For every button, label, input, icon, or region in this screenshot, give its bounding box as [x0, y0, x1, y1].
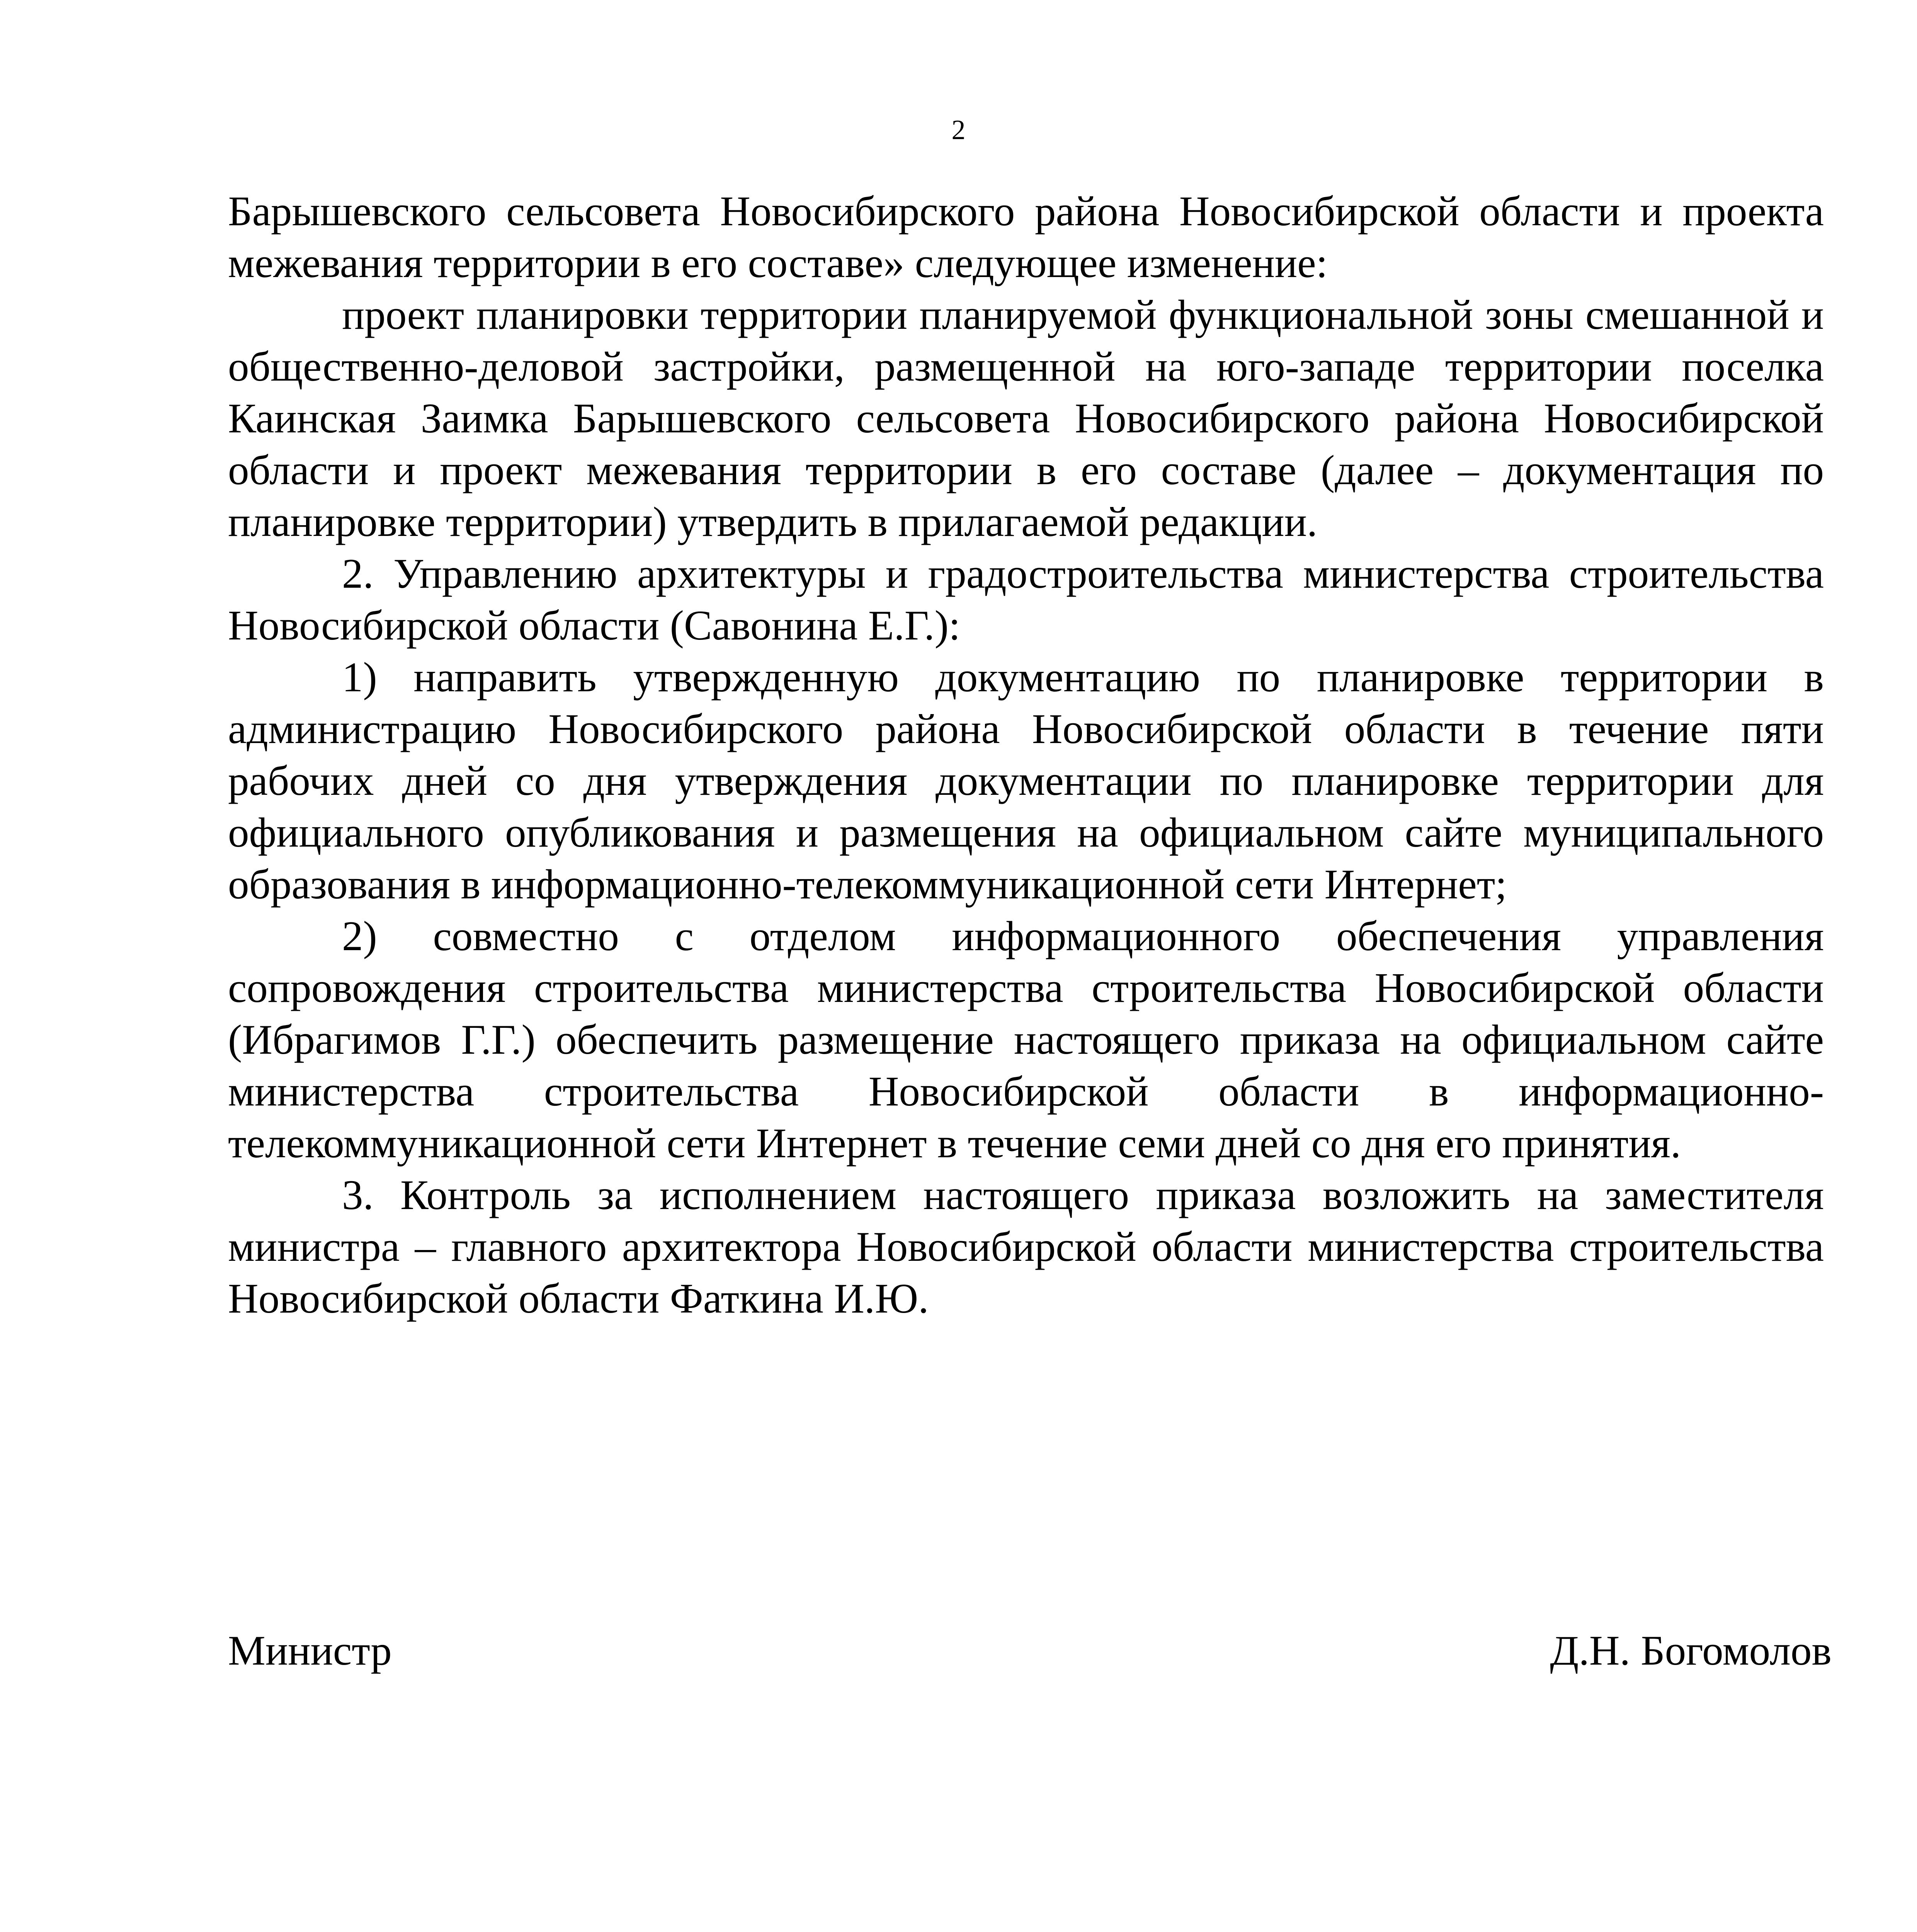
paragraph-project-statement: проект планировки территории планируемой функциональной зоны смешанной и общественно-деловой застройки, размещенной на юго-западе территории поселка Каинская Заимка Барышевского сельсовета Новосибирского района Новосибирской области и проект межевания территории в его составе (далее – документация по планировке территории) утвердить в прилагаемой редакции.: [228, 291, 1824, 545]
page-number: 2: [951, 114, 966, 145]
paragraph-subitem-1: 1) направить утвержденную документацию по планировке территории в администрацию Новосибирского района Новосибирской области в течение пяти рабочих дней со дня утверждения документации по планировке территории для официального опубликования и размещения на официальном сайте муниципального образования в информационно-телекоммуникационной сети Интернет;: [228, 654, 1824, 908]
document-body: [228, 185, 1824, 1325]
paragraph-item-2: 2. Управлению архитектуры и градостроительства министерства строительства Новосибирской области (Савонина Е.Г.):: [228, 550, 1824, 649]
signature-block: [228, 1625, 1832, 1677]
paragraph-subitem-2: 2) совместно с отделом информационного обеспечения управления сопровождения строительства министерства строительства Новосибирской области (Ибрагимов Г.Г.) обеспечить размещение настоящего приказа на официальном сайте министерства строительства Новосибирской области в информационно-телекоммуникационной сети Интернет в течение семи дней со дня его принятия.: [228, 913, 1824, 1167]
signature-position: Министр: [228, 1627, 392, 1674]
signature-name: Д.Н. Богомолов: [1550, 1627, 1832, 1674]
paragraph-item-3: 3. Контроль за исполнением настоящего приказа возложить на заместителя министра – главного архитектора Новосибирской области министерства строительства Новосибирской области Фаткина И.Ю.: [228, 1172, 1824, 1322]
paragraph-continuation: Барышевского сельсовета Новосибирского района Новосибирской области и проекта межевания территории в его составе» следующее изменение:: [228, 188, 1824, 286]
